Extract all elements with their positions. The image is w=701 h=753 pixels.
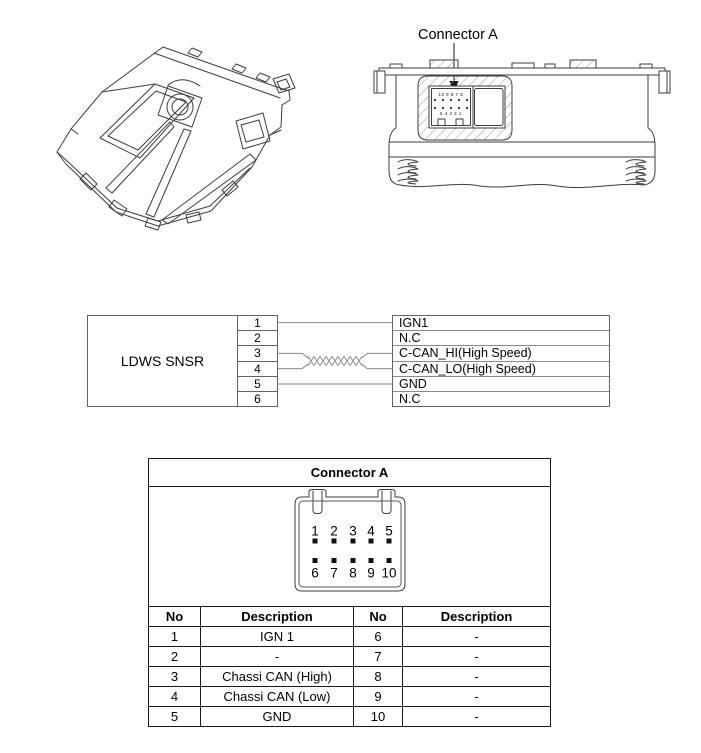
cell-desc: IGN 1 [201, 627, 354, 647]
ldws-sensor-front-view-drawing [372, 14, 672, 214]
connector-face-diagram [149, 488, 549, 606]
socket-pin-numbers-top: 10 9 8 7 6 [438, 92, 464, 97]
face-pin-number: 8 [349, 565, 357, 580]
signal-row: N.C [393, 331, 609, 346]
signal-row: IGN1 [393, 316, 609, 331]
table-header-row [149, 607, 551, 627]
table-row [149, 627, 551, 647]
pin-cell: 5 [238, 377, 277, 392]
connector-a-callout-label: Connector A [418, 27, 498, 43]
face-pin-number: 1 [311, 523, 319, 538]
cell-no: 7 [354, 647, 403, 667]
signal-name-box [392, 315, 610, 407]
connector-table-title: Connector A [149, 459, 551, 487]
cell-no: 2 [149, 647, 201, 667]
face-pin-number: 4 [367, 523, 375, 538]
connector-face-pin-grid [311, 523, 396, 580]
cell-no: 6 [354, 627, 403, 647]
cell-no: 1 [149, 627, 201, 647]
face-pin-number: 3 [349, 523, 357, 538]
cell-no: 10 [354, 707, 403, 727]
cell-desc: Chassi CAN (High) [201, 667, 354, 687]
signal-row: C-CAN_HI(High Speed) [393, 346, 609, 361]
cell-desc: - [403, 687, 551, 707]
header-no-right: No [354, 607, 403, 627]
face-pin-number: 9 [367, 565, 375, 580]
table-row [149, 667, 551, 687]
pin-cell: 6 [254, 391, 261, 406]
pin-cell: 3 [238, 346, 277, 361]
face-pin-number: 2 [330, 523, 338, 538]
face-pin-number: 7 [330, 565, 338, 580]
ldws-sensor-isometric-drawing [42, 22, 342, 267]
cell-desc: - [403, 627, 551, 647]
header-desc-right: Description [403, 607, 551, 627]
pin-cell: 2 [238, 331, 277, 346]
cell-desc: GND [201, 707, 354, 727]
ldws-snsr-device-box [87, 315, 238, 407]
table-row [149, 687, 551, 707]
table-row [149, 647, 551, 667]
connector-a-pinout-table [148, 458, 551, 727]
pin-cell: 4 [238, 362, 277, 377]
header-no-left: No [149, 607, 201, 627]
table-row [149, 707, 551, 727]
cell-desc: - [403, 647, 551, 667]
face-pin-number: 10 [381, 565, 397, 580]
cell-no: 3 [149, 667, 201, 687]
cell-desc: - [403, 667, 551, 687]
cell-desc: - [201, 647, 354, 667]
cell-desc: - [403, 707, 551, 727]
cell-no: 9 [354, 687, 403, 707]
cell-desc: Chassi CAN (Low) [201, 687, 354, 707]
socket-pin-numbers-bottom: 5 4 3 2 1 [440, 111, 462, 116]
face-pin-number: 6 [311, 565, 319, 580]
header-desc-left: Description [201, 607, 354, 627]
signal-row: N.C [399, 391, 421, 406]
pin-number-column [237, 315, 278, 407]
cell-no: 8 [354, 667, 403, 687]
pin-cell: 1 [238, 316, 277, 331]
signal-row: GND [393, 377, 609, 392]
face-pin-number: 5 [385, 523, 393, 538]
cell-no: 4 [149, 687, 201, 707]
signal-row: C-CAN_LO(High Speed) [393, 362, 609, 377]
connector-face-cell [149, 487, 551, 607]
cell-no: 5 [149, 707, 201, 727]
wiring-lines [278, 315, 392, 407]
device-label: LDWS SNSR [120, 353, 205, 369]
